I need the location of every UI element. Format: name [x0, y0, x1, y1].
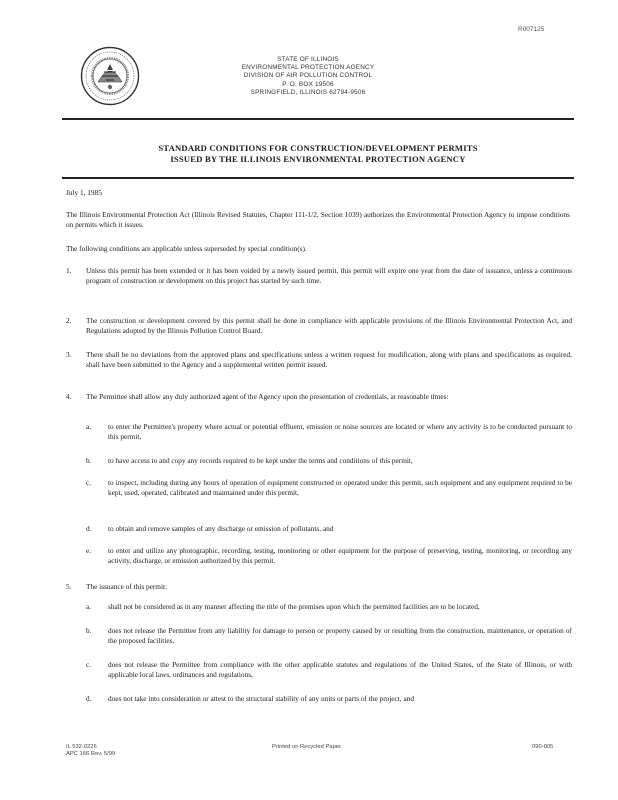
item-number: 3.	[66, 350, 72, 359]
item-number: 2.	[66, 316, 72, 325]
item-text: The Permittee shall allow any duly authorized agent of the Agency upon the presentation of credentials, at reasonable times:	[86, 392, 449, 401]
item-text: The issuance of this permit:	[86, 582, 168, 591]
sub-item-text: does not release the Permittee from any liability for damage to person or property caused by or resulting from the construction, maintenance, or operation of the proposed facilities,	[108, 626, 572, 645]
sub-item-letter: a.	[86, 422, 92, 431]
letterhead-line: SPRINGFIELD, ILLINOIS 62794-9506	[250, 88, 366, 96]
sub-item-letter: a.	[86, 602, 92, 611]
title-line: ISSUED BY THE ILLINOIS ENVIRONMENTAL PROTECTION AGENCY	[170, 154, 466, 164]
item-text: The construction or development covered by this permit shall be done in compliance with applicable provisions of the Illinois Environmental Protection Act, and Regulations adopted by the Illinois Pollution Control Board.	[86, 316, 572, 335]
item-number: 4.	[66, 392, 72, 401]
state-seal-icon	[80, 46, 140, 106]
letterhead-line: P. O. BOX 19506	[282, 80, 334, 88]
item-number: 5.	[66, 582, 72, 591]
footer-code: 090-005	[532, 744, 554, 750]
sub-item-text: to have access to and copy any records required to be kept under the terms and conditions of this permit,	[108, 456, 413, 465]
divider-bottom	[62, 177, 574, 179]
item-number: 1.	[66, 266, 72, 275]
sub-item-text: to enter the Permittee's property where actual or potential effluent, emission or noise sources are located or where any activity is to be conducted pursuant to this permit,	[108, 422, 572, 441]
letterhead-line: DIVISION OF AIR POLLUTION CONTROL	[243, 72, 373, 80]
sub-item-text: to obtain and remove samples of any discharge or emission of pollutants, and	[108, 524, 334, 533]
letterhead-line: ENVIRONMENTAL PROTECTION AGENCY	[241, 64, 375, 72]
document-title	[70, 143, 566, 165]
sub-item-letter: b.	[86, 456, 92, 465]
sub-item-text: to inspect, including during any hours of operation of equipment constructed or operated under this permit, such equipment and any equipment required to be kept, used, operated, calibrated and maintained under this permit,	[108, 478, 572, 497]
title-line: STANDARD CONDITIONS FOR CONSTRUCTION/DEVELOPMENT PERMITS	[158, 143, 478, 153]
footer-form-number	[66, 744, 115, 759]
sub-item-text: does not take into consideration or attest to the structural stability of any units or parts of the project, and	[108, 694, 414, 703]
footer-line: APC 166 Rev. 5/99	[66, 751, 116, 758]
document-date: July 1, 1985	[66, 188, 102, 197]
sub-item-letter: e.	[86, 546, 92, 555]
item-text: There shall be no deviations from the approved plans and specifications unless a written request for modification, along with plans and specifications as required, shall have been submitted to the Agency and a supplemental written permit issued.	[86, 350, 572, 369]
item-text: Unless this permit has been extended or it has been voided by a newly issued permit, this permit will expire one year from the date of issuance, unless a continuous program of construction or development on this project has started by such time.	[86, 266, 572, 285]
document-id: R007125	[518, 26, 545, 33]
sub-item-letter: c.	[86, 660, 92, 669]
sub-item-text: does not release the Permittee from compliance with the other applicable statutes and regulations of the United States, of the State of Illinois, or with applicable local laws, ordinances and regulations,	[108, 660, 572, 679]
footer-recycled-note: Printed on Recycled Paper	[272, 744, 341, 750]
divider-top	[62, 118, 574, 120]
sub-item-text: to enter and utilize any photographic, recording, testing, monitoring or other equipment for the purpose of preserving, testing, monitoring, or recording any activity, discharge, or emission authorized by this permit.	[108, 546, 572, 565]
letterhead	[208, 56, 408, 97]
sub-item-letter: d.	[86, 694, 92, 703]
sub-item-letter: c.	[86, 478, 92, 487]
footer-line: IL 532-0226	[66, 744, 97, 750]
sub-item-letter: b.	[86, 626, 92, 635]
sub-item-letter: d.	[86, 524, 92, 533]
intro-paragraph: The Illinois Environmental Protection Act (Illinois Revised Statutes, Chapter 111-1/2, Section 1039) authorizes the Environmental Protection Agency to impose conditions on permits which it issues.	[66, 210, 570, 229]
conditions-intro: The following conditions are applicable unless superseded by special condition(s).	[66, 244, 307, 253]
letterhead-line: STATE OF ILLINOIS	[277, 56, 339, 63]
sub-item-text: shall not be considered as in any manner affecting the title of the premises upon which the permitted facilities are to be located,	[108, 602, 480, 611]
